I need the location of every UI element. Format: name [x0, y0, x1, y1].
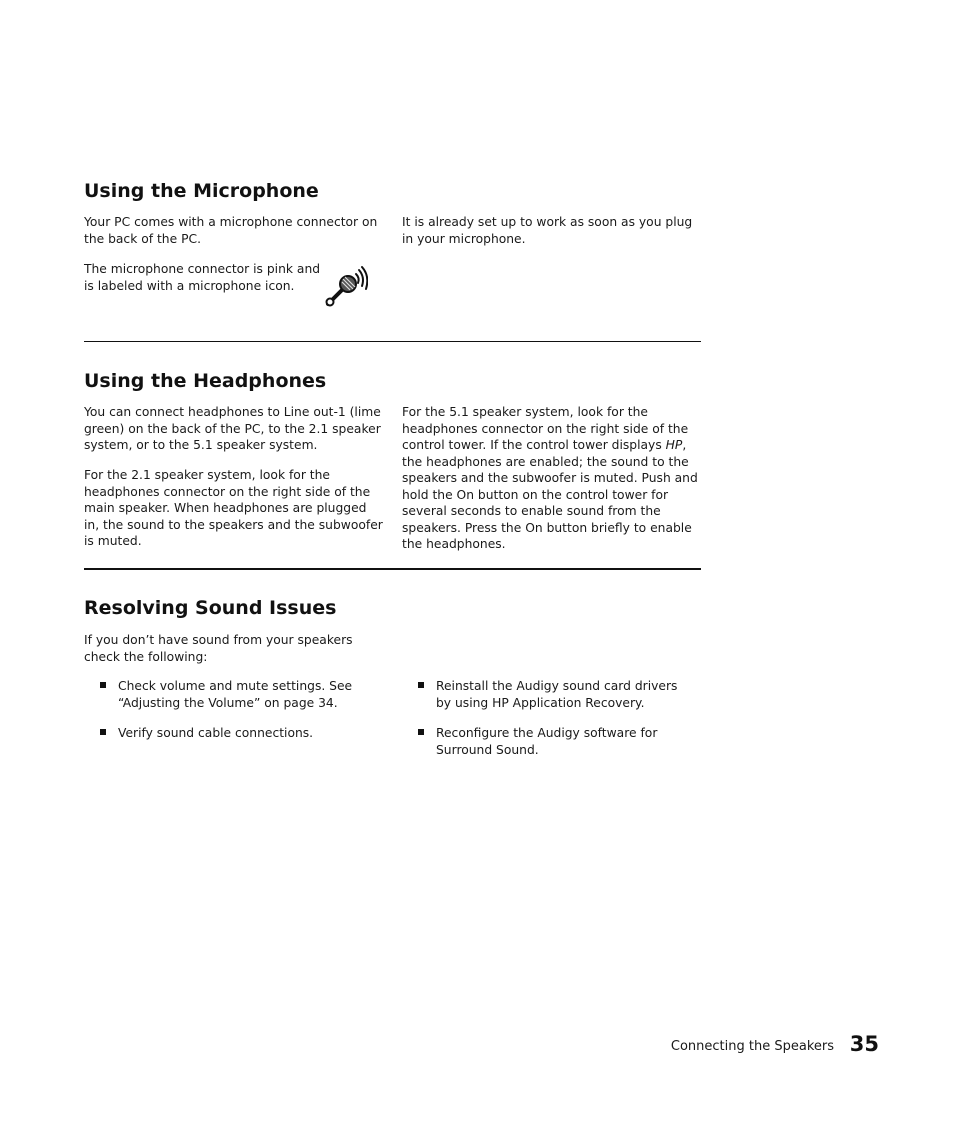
list-item-text: Reinstall the Audigy sound card drivers by using HP Application Recovery. [436, 679, 678, 710]
section-title-headphones: Using the Headphones [84, 370, 327, 392]
list-item-text: Reconfigure the Audigy software for Surround Sound. [436, 726, 658, 757]
hp-display-text: HP [665, 438, 683, 452]
microphone-paragraph-3: It is already set up to work as soon as you plug in your microphone. [402, 215, 693, 246]
bullet-square-icon [100, 682, 106, 688]
section-divider-1 [84, 341, 701, 342]
section-title-sound-issues: Resolving Sound Issues [84, 597, 337, 619]
list-item-text: Check volume and mute settings. See “Adjusting the Volume” on page 34. [118, 679, 353, 710]
section-divider-2 [84, 568, 701, 570]
sound-intro: If you don’t have sound from your speakers check the following: [84, 633, 353, 664]
headphones-paragraph-2: For the 2.1 speaker system, look for the headphones connector on the right side of the main speaker. When headphones are plugged in, the sound to the speakers and the subwoofer is muted. [84, 468, 383, 548]
bullet-square-icon [418, 682, 424, 688]
microphone-paragraph-1: Your PC comes with a microphone connector on the back of the PC. [84, 215, 378, 246]
bullet-square-icon [100, 729, 106, 735]
headphones-paragraph-3-part-a: For the 5.1 speaker system, look for the headphones connector on the right side of the control tower. If the control tower displays [402, 405, 689, 452]
microphone-icon [322, 264, 368, 310]
headphones-paragraph-3 [402, 404, 702, 553]
section-title-microphone: Using the Microphone [84, 180, 319, 202]
footer-section-label: Connecting the Speakers [670, 1039, 834, 1054]
headphones-paragraph-3-part-b: , the headphones are enabled; the sound to the speakers and the subwoofer is muted. Push and hold the On button on the control tower for several seconds to enable sound from the speakers. Press the On button briefly to enable the headphones. [402, 438, 698, 551]
bullet-square-icon [418, 729, 424, 735]
list-item-text: Verify sound cable connections. [118, 726, 314, 740]
microphone-paragraph-2: The microphone connector is pink and is labeled with a microphone icon. [84, 262, 321, 293]
page-number: 35 [849, 1032, 879, 1056]
headphones-paragraph-1: You can connect headphones to Line out-1 (lime green) on the back of the PC, to the 2.1 speaker system, or to the 5.1 speaker system. [84, 405, 381, 452]
